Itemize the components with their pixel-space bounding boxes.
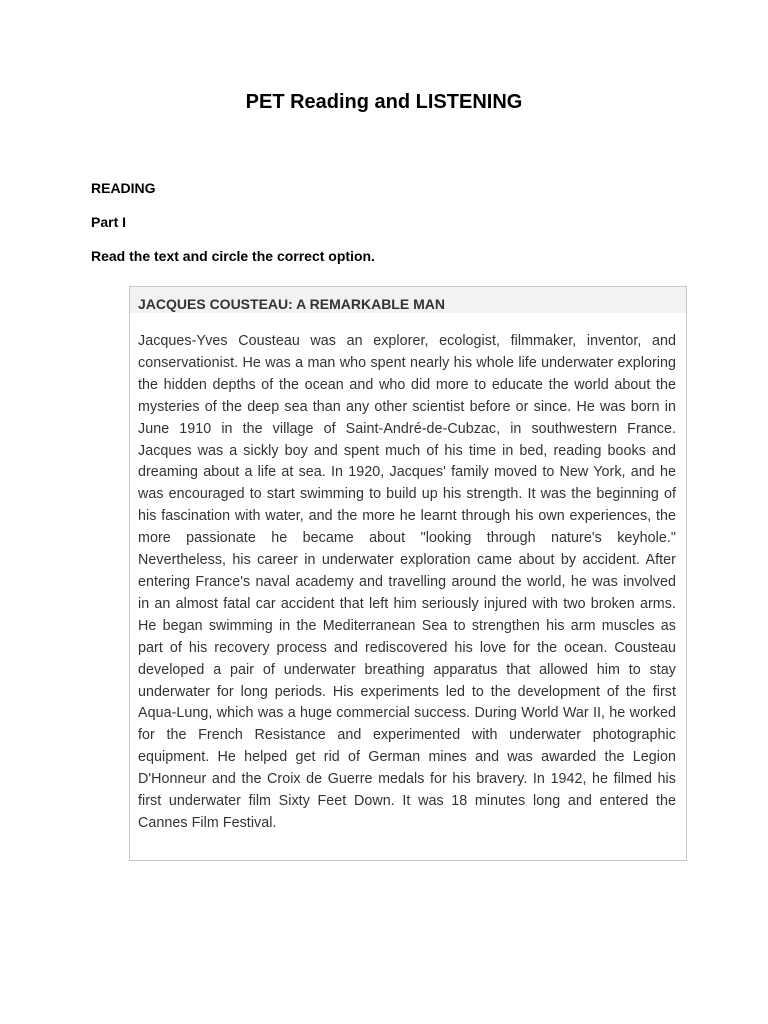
reading-text-title: JACQUES COUSTEAU: A REMARKABLE MAN	[130, 287, 686, 313]
reading-text-box	[129, 286, 687, 861]
page-title: PET Reading and LISTENING	[245, 91, 523, 113]
reading-text-body: Jacques-Yves Cousteau was an explorer, ecologist, filmmaker, inventor, and conservationist. He was a man who spent nearly his whole life underwater exploring the hidden depths of the ocean and who did more to educate the world about the mysteries of the deep sea than any other scientist before or since. He was born in June 1910 in the village of Saint-André-de-Cubzac, in southwestern France. Jacques was a sickly boy and spent much of his time in bed, reading books and dreaming about a life at sea. In 1920, Jacques' family moved to New York, and he was encouraged to start swimming to build up his strength. It was the beginning of his fascination with water, and the more he learnt through his own experiences, the more passionate he became about "looking through nature's keyhole." Nevertheless, his career in underwater exploration came about by accident. After entering France's naval academy and travelling around the world, he was involved in an almost fatal car accident that left him seriously injured with two broken arms. He began swimming in the Mediterranean Sea to strengthen his arm muscles as part of his recovery process and rediscovered his love for the ocean. Cousteau developed a pair of underwater breathing apparatus that allowed him to stay underwater for long periods. His experiments led to the development of the first Aqua-Lung, which was a huge commercial success. During World War II, he worked for the French Resistance and experimented with underwater photographic equipment. He helped get rid of German mines and was awarded the Legion D'Honneur and the Croix de Guerre medals for his bravery. In 1942, he filmed his first underwater film Sixty Feet Down. It was 18 minutes long and entered the Cannes Film Festival.	[138, 333, 676, 831]
part-heading: Part I	[91, 214, 127, 230]
instruction-text: Read the text and circle the correct option.	[91, 248, 375, 264]
section-heading: READING	[91, 180, 156, 196]
